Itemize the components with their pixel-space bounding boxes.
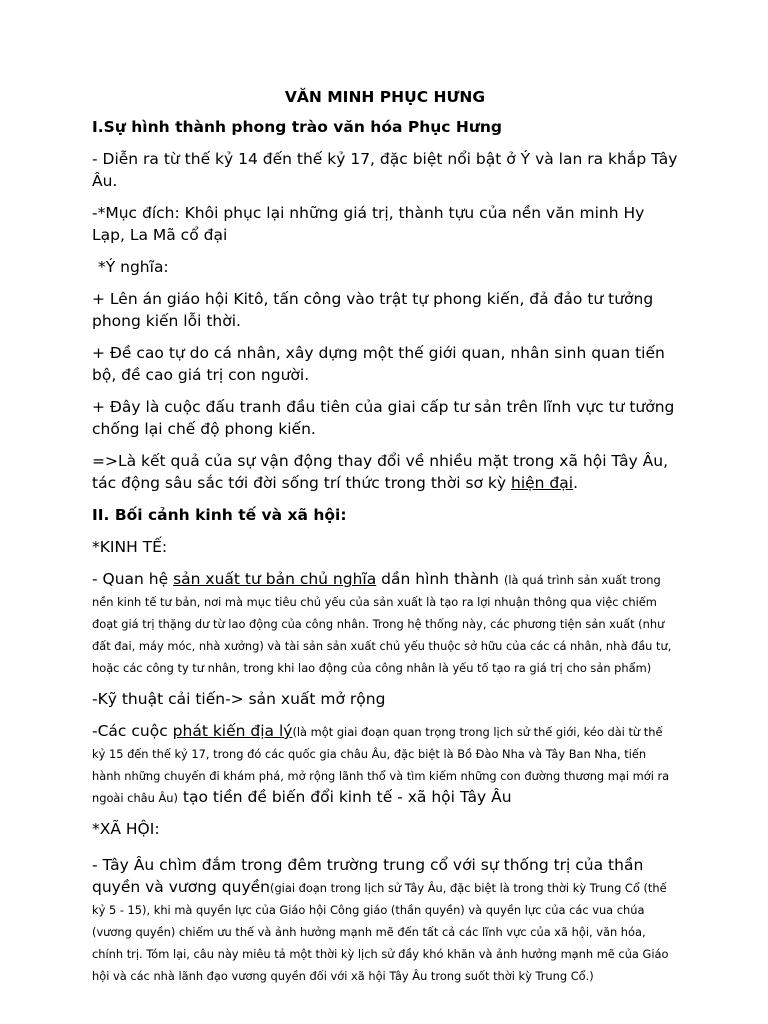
kt3-text: -Các cuộc (92, 722, 173, 740)
paragraph-meaning-3: + Đây là cuộc đấu tranh đầu tiên của giai cấp tư sản trên lĩnh vực tư tưởng chống lại chế độ phong kiến. (92, 398, 675, 438)
paragraph-meaning-label: *Ý nghĩa: (98, 258, 169, 276)
link-san-xuat-tu-ban[interactable]: sản xuất tư bản chủ nghĩa (173, 570, 377, 588)
paragraph-kinh-te-3 (92, 720, 678, 808)
xa-hoi-label: *XÃ HỘI: (92, 820, 160, 838)
conclusion-text: =>Là kết quả của sự vận động thay đổi về nhiều mặt trong xã hội Tây Âu, tác động sâu sắc tới đời sống trí thức trong thời sơ kỳ (92, 452, 669, 492)
conclusion-end: . (573, 474, 578, 492)
paragraph-purpose: -*Mục đích: Khôi phục lại những giá trị, thành tựu của nền văn minh Hy Lạp, La Mã cổ đại (92, 204, 645, 244)
document-title: VĂN MINH PHỤC HƯNG (284, 88, 486, 106)
kinh-te-label: *KINH TẾ: (92, 538, 168, 556)
kt3-note: (là một giai đoạn quan trọng trong lịch sử thế giới, kéo dài từ thế kỷ 15 đến thế kỷ 17, trong đó các quốc gia châu Âu, đặc biệt là Bồ Đào Nha và Tây Ban Nha, tiến hành những chuyến đi khám phá, mở rộng lãnh thổ và tìm kiếm những con đường thương mại mới ra ngoài châu Âu) (92, 725, 670, 805)
xh1-note: (giai đoạn trong lịch sử Tây Âu, đặc biệt là trong thời kỳ Trung Cổ (thế kỷ 5 - 15), khi mà quyền lực của Giáo hội Công giáo (thần quyền) và quyền lực của các vua chúa (vương quyền) chiếm ưu thế và ảnh hưởng mạnh mẽ đến tất cả các lĩnh vực của xã hội, văn hóa, chính trị. Tóm lại, câu này miêu tả một thời kỳ lịch sử đầy khó khăn và ảnh hưởng mạnh mẽ của Giáo hội và các nhà lãnh đạo vương quyền đối với xã hội Tây Âu trong suốt thời kỳ Trung Cổ.) (92, 881, 669, 983)
kt1-after: dần hình thành (376, 570, 504, 588)
kt3-after: tạo tiền đề biến đổi kinh tế - xã hội Tây Âu (177, 788, 512, 806)
document-body (92, 86, 678, 996)
paragraph-timeframe: - Diễn ra từ thế kỷ 14 đến thế kỷ 17, đặc biệt nổi bật ở Ý và lan ra khắp Tây Âu. (92, 150, 678, 190)
paragraph-meaning-1: + Lên án giáo hội Kitô, tấn công vào trật tự phong kiến, đả đảo tư tưởng phong kiến lỗi thời. (92, 290, 654, 330)
paragraph-conclusion (92, 450, 678, 494)
kt1-text: - Quan hệ (92, 570, 174, 588)
paragraph-kinh-te-2: -Kỹ thuật cải tiến-> sản xuất mở rộng (92, 690, 386, 708)
xh1-text: - Tây Âu chìm đắm trong đêm trường trung cổ với sự thống trị của thần quyền và vương quyền (92, 856, 644, 896)
section-1-heading: I.Sự hình thành phong trào văn hóa Phục Hưng (92, 118, 502, 136)
section-2-heading: II. Bối cảnh kinh tế và xã hội: (92, 506, 347, 524)
link-hien-dai[interactable]: hiện đại (511, 474, 574, 492)
paragraph-kinh-te-1 (92, 568, 678, 678)
paragraph-xa-hoi-1 (92, 854, 678, 986)
link-phat-kien-dia-ly[interactable]: phát kiến địa lý (172, 722, 293, 740)
paragraph-meaning-2: + Đề cao tự do cá nhân, xây dựng một thế giới quan, nhân sinh quan tiến bộ, đề cao giá trị con người. (92, 344, 665, 384)
kt1-note: (là quá trình sản xuất trong nền kinh tế tư bản, nơi mà mục tiêu chủ yếu của sản xuất là tạo ra lợi nhuận thông qua việc chiếm đoạt giá trị thặng dư từ lao động của công nhân. Trong hệ thống này, các phương tiện sản xuất (như đất đai, máy móc, nhà xưởng) và tài sản sản xuất chủ yếu thuộc sở hữu của các cá nhân, nhà đầu tư, hoặc các công ty tư nhân, trong khi lao động của công nhân là yếu tố tạo ra giá trị cho sản phẩm) (92, 573, 672, 675)
